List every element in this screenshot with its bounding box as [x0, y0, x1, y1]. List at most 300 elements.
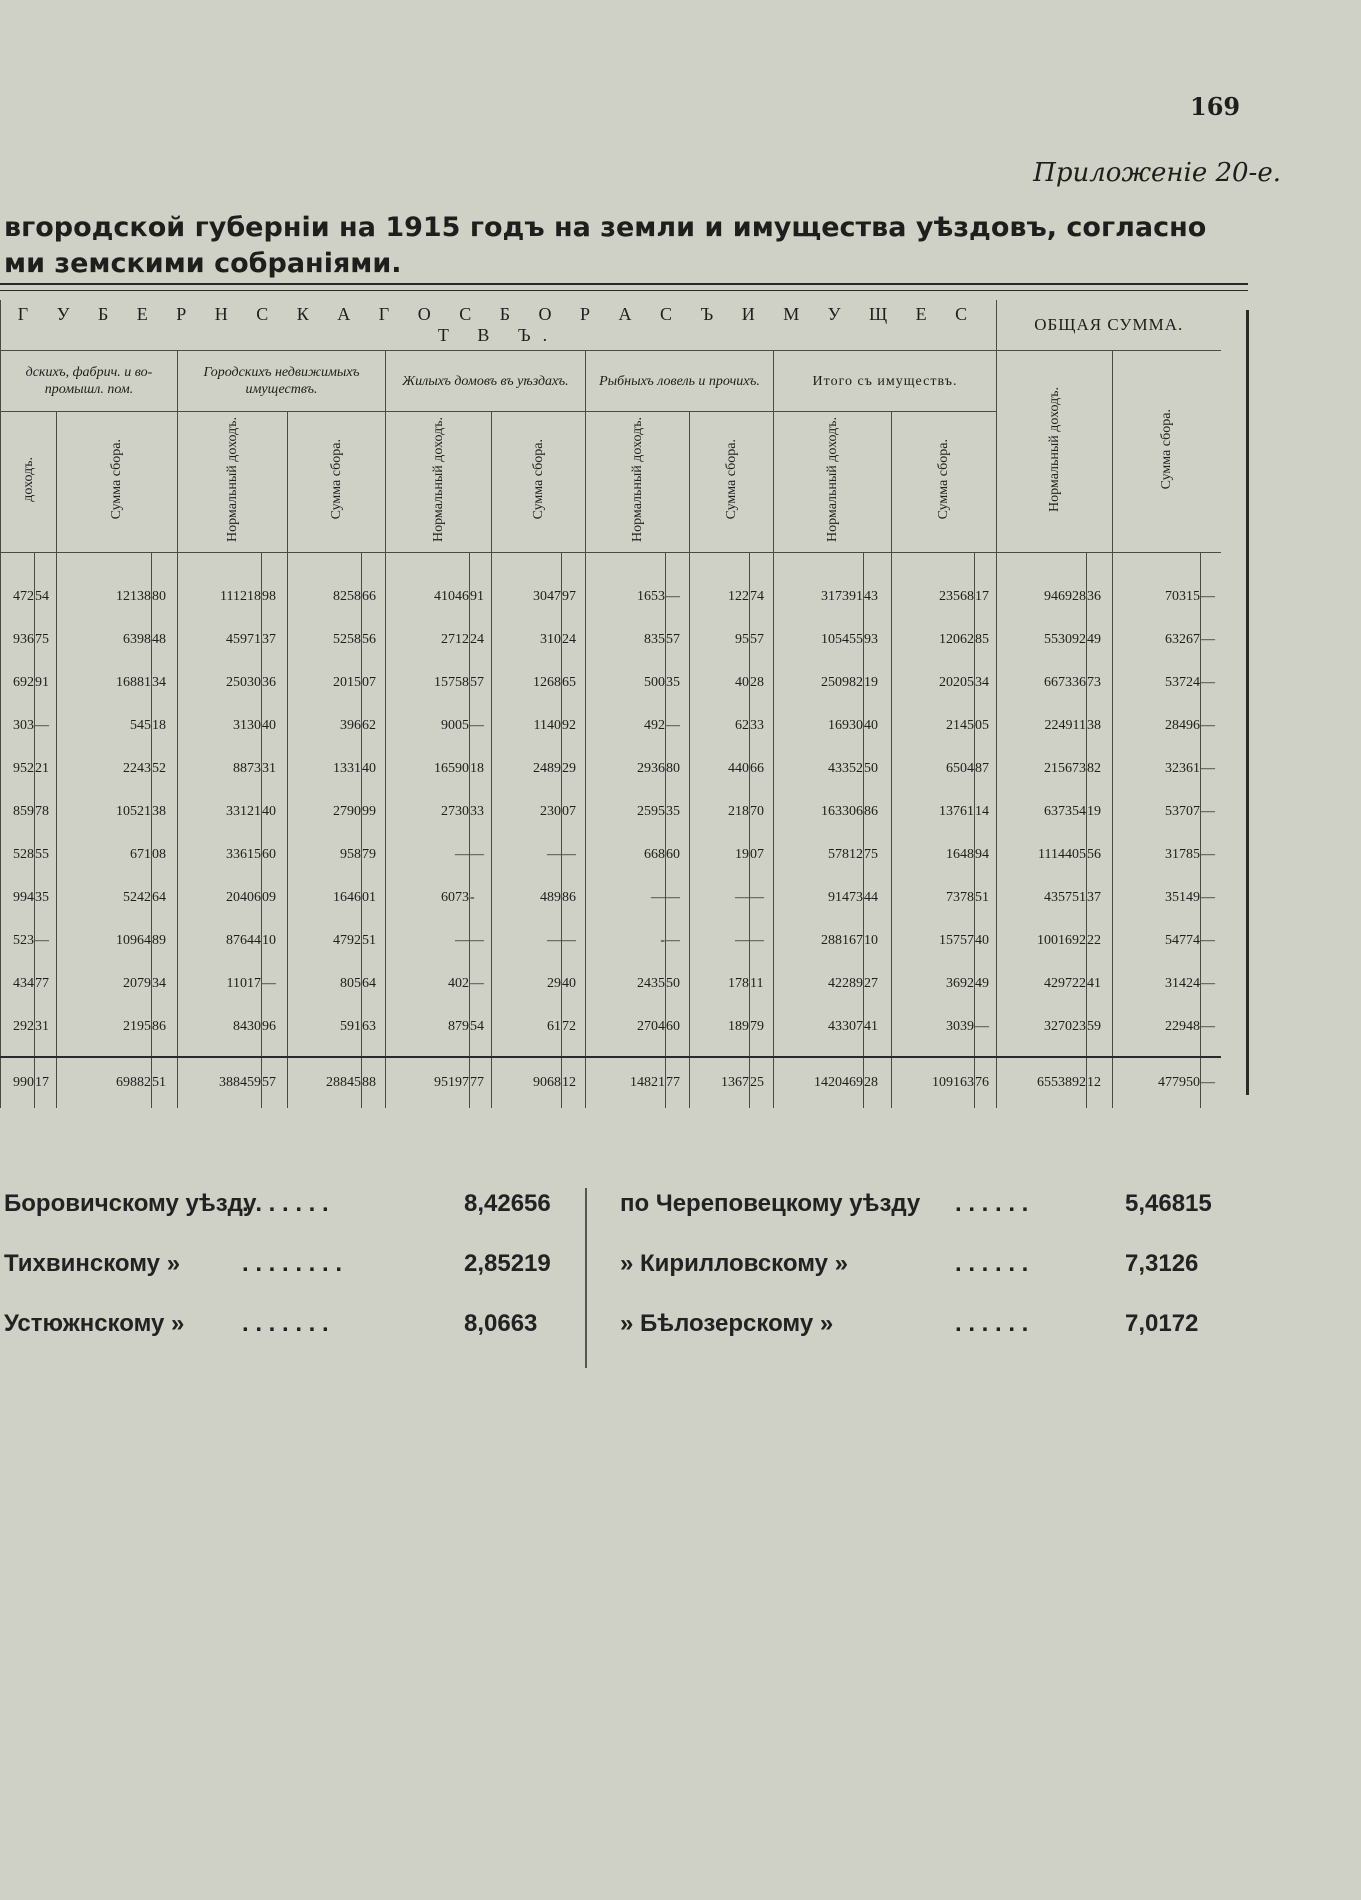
table-cell-kopeks: 51 [975, 876, 997, 919]
table-cell-kopeks: 25 [750, 1057, 774, 1108]
coef-ustyuzhna: Устюжнскому » . . . . . . . 8,0663 [4, 1310, 538, 1337]
table-cell-kopeks: 31 [262, 747, 288, 790]
table-cell: 218 [690, 790, 750, 833]
table-cell: 5242 [57, 876, 152, 919]
table-cell-kopeks: 36 [1087, 553, 1113, 619]
table-cell-kopeks: 54 [35, 553, 57, 619]
table-cell-kopeks: 19 [1087, 790, 1113, 833]
table-cell-kopeks: 35 [666, 790, 690, 833]
table-cell: 1646 [288, 876, 362, 919]
table-cell: 95 [690, 618, 750, 661]
table-cell: 946928 [997, 553, 1087, 619]
table-cell-kopeks: 28 [750, 661, 774, 704]
coef-cherepovets: по Череповецкому уѣзду . . . . . . 5,46815 [620, 1190, 1212, 1217]
table-cell: 396 [288, 704, 362, 747]
table-cell-kopeks: 40 [262, 704, 288, 747]
table-cell-kopeks: 75 [35, 618, 57, 661]
table-cell: 477950 [1113, 1057, 1201, 1108]
table-cell: 667336 [997, 661, 1087, 704]
table-cell: 16590 [386, 747, 470, 790]
table-cell-kopeks: 33 [470, 790, 492, 833]
table-cell-kopeks: 57 [262, 1057, 288, 1108]
table-cell-kopeks: 07 [362, 661, 386, 704]
subheader-fisheries: Рыбныхъ ловель и прочихъ. [586, 351, 774, 412]
table-cell: 42289 [774, 962, 864, 1005]
table-cell: 492 [586, 704, 666, 747]
table-cell: 25030 [178, 661, 262, 704]
table-cell: 91473 [774, 876, 864, 919]
table-cell: 215673 [997, 747, 1087, 790]
table-cell-kopeks: — [470, 833, 492, 876]
page-number: 169 [1190, 92, 1241, 121]
table-cell: 637354 [997, 790, 1087, 833]
table-cell: 53724 [1113, 661, 1201, 704]
table-cell: 12062 [892, 618, 975, 661]
table-row [1, 661, 1221, 704]
table-cell: 122 [690, 553, 750, 619]
table-cell: 1001692 [997, 919, 1087, 962]
table-cell: 53707 [1113, 790, 1201, 833]
table-cell: 41046 [386, 553, 470, 619]
table-cell: 63267 [1113, 618, 1201, 661]
table-cell: — [690, 919, 750, 962]
table-cell: 15757 [892, 919, 975, 962]
col-income-4: Нормальный доходъ. [586, 412, 690, 553]
table-cell-kopeks: — [1201, 553, 1221, 619]
table-cell-kopeks: 94 [975, 833, 997, 876]
table-cell-kopeks: 43 [864, 553, 892, 619]
table-cell-kopeks: 18 [152, 704, 178, 747]
table-cell-kopeks: 60 [262, 833, 288, 876]
table-cell: 111218 [178, 553, 262, 619]
table-cell: 8873 [178, 747, 262, 790]
table-cell: 8258 [288, 553, 362, 619]
subheader-factory: дскихъ, фабрич. и во-промышл. пом. [1, 351, 178, 412]
table-cell-empty [152, 1048, 178, 1057]
table-row [1, 1005, 1221, 1048]
table-cell-kopeks: — [1201, 876, 1221, 919]
table-cell-kopeks: — [1201, 618, 1221, 661]
coef-belozersk: » Бѣлозерскому » . . . . . . 7,0172 [620, 1310, 1199, 1337]
table-cell: 13761 [892, 790, 975, 833]
table-cell-kopeks: — [1201, 833, 1221, 876]
table-cell-empty [178, 1048, 262, 1057]
table-cell-kopeks: 55 [35, 833, 57, 876]
table-cell-empty [386, 1048, 470, 1057]
table-cell-kopeks: 65 [562, 661, 586, 704]
table-cell-kopeks: — [1201, 790, 1221, 833]
title-line-2: ми земскими собраніями. [4, 248, 402, 279]
table-cell-kopeks: 91 [470, 553, 492, 619]
table-cell: 70315 [1113, 553, 1201, 619]
table-cell: 57812 [774, 833, 864, 876]
table-cell-kopeks: 87 [975, 747, 997, 790]
table-cell: 6553892 [997, 1057, 1087, 1108]
table-cell-kopeks: 99 [362, 790, 386, 833]
table-cell: 958 [288, 833, 362, 876]
table-cell-kopeks: 22 [1087, 919, 1113, 962]
table-cell: 87644 [178, 919, 262, 962]
table-cell-kopeks: 70 [750, 790, 774, 833]
table-cell-kopeks: 35 [35, 876, 57, 919]
table-cell-kopeks: 89 [152, 919, 178, 962]
table-cell: 3130 [178, 704, 262, 747]
table-cell: 835 [586, 618, 666, 661]
table-cell-empty [864, 1048, 892, 1057]
table-cell-kopeks: 92 [562, 704, 586, 747]
table-cell-kopeks: — [1201, 962, 1221, 1005]
table-cell-empty [586, 1048, 666, 1057]
table-cell-kopeks: 74 [750, 553, 774, 619]
table-cell-kopeks: 10 [864, 919, 892, 962]
table-cell-kopeks: 27 [864, 962, 892, 1005]
table-cell-empty [262, 1048, 288, 1057]
col-income-2: Нормальный доходъ. [178, 412, 288, 553]
table-cell: 440 [690, 747, 750, 790]
table-cell: 33121 [178, 790, 262, 833]
table-cell: 12138 [57, 553, 152, 619]
table-cell: 7378 [892, 876, 975, 919]
table-cell-kopeks: 60 [666, 1005, 690, 1048]
table-cell: 2936 [586, 747, 666, 790]
table-total-row [1, 1057, 1221, 1108]
table-cell-kopeks: — [35, 704, 57, 747]
table-cell: 2730 [386, 790, 470, 833]
table-cell: 489 [492, 876, 562, 919]
table-cell: 35149 [1113, 876, 1201, 919]
table-cell-empty [1201, 1048, 1221, 1057]
table-cell-kopeks: 18 [470, 747, 492, 790]
table-cell-kopeks: 19 [864, 661, 892, 704]
table-cell-empty [997, 1048, 1087, 1057]
table-cell-kopeks: 75 [864, 833, 892, 876]
table-cell: 31424 [1113, 962, 1201, 1005]
table-cell-kopeks: 24 [562, 618, 586, 661]
top-rule [0, 283, 1248, 285]
coef-borovichi: Боровичскому уѣзду . . . . . . . 8,42656 [4, 1190, 551, 1217]
top-rule-thin [0, 290, 1248, 291]
table-cell: 1268 [492, 661, 562, 704]
table-cell: 434 [1, 962, 35, 1005]
table-cell: 668 [586, 833, 666, 876]
column-divider [585, 1188, 587, 1368]
table-cell: 2243 [57, 747, 152, 790]
subheader-houses: Жилыхъ домовъ въ уѣздахъ. [386, 351, 586, 412]
table-cell-kopeks: 31 [35, 1005, 57, 1048]
table-cell-kopeks: 38 [152, 790, 178, 833]
table-cell: 69882 [57, 1057, 152, 1108]
table-cell: 14821 [586, 1057, 666, 1108]
table-cell-kopeks: 37 [262, 618, 288, 661]
table-cell-kopeks: 34 [152, 661, 178, 704]
table-cell: 523 [1, 919, 35, 962]
table-cell-kopeks: 77 [666, 1057, 690, 1108]
table-cell-kopeks: 41 [864, 1005, 892, 1048]
table-cell-kopeks: 36 [262, 661, 288, 704]
table-cell: 54774 [1113, 919, 1201, 962]
table-cell-empty [1113, 1048, 1201, 1057]
table-cell: 3692 [892, 962, 975, 1005]
table-cell: - [586, 919, 666, 962]
table-cell: 9005 [386, 704, 470, 747]
table-cell: 402 [386, 962, 470, 1005]
table-cell: 40 [690, 661, 750, 704]
table-right-border [1246, 310, 1249, 1095]
group-header: Г У Б Е Р Н С К А Г О С Б О Р А С Ъ И М У Щ Е С Т В Ъ. [1, 300, 997, 351]
table-cell: 879 [386, 1005, 470, 1048]
col-sum-5: Сумма сбора. [892, 412, 997, 553]
table-cell-kopeks: 40 [864, 704, 892, 747]
table-cell: 224911 [997, 704, 1087, 747]
table-cell: 671 [57, 833, 152, 876]
table-cell-kopeks: 09 [262, 876, 288, 919]
table-cell: 2195 [57, 1005, 152, 1048]
table-row [1, 747, 1221, 790]
table-cell-empty [892, 1048, 975, 1057]
col-total-sum: Сумма сбора. [1113, 351, 1221, 553]
table-cell: 500 [586, 661, 666, 704]
col-income-5: Нормальный доходъ. [774, 412, 892, 553]
table-cell-kopeks: — [470, 704, 492, 747]
table-cell: 29 [492, 962, 562, 1005]
table-cell-kopeks: 98 [262, 553, 288, 619]
table-cell: 990 [1, 1057, 35, 1108]
tax-table [0, 300, 1221, 1108]
table-cell-kopeks: 40 [562, 962, 586, 1005]
table-cell: 292 [1, 1005, 35, 1048]
table-cell-kopeks: 86 [152, 1005, 178, 1048]
table-cell-kopeks: 66 [362, 553, 386, 619]
table-cell-empty [774, 1048, 864, 1057]
table-cell-kopeks: 12 [562, 1057, 586, 1108]
table-cell-kopeks: 57 [470, 661, 492, 704]
table-cell-kopeks: — [975, 1005, 997, 1048]
table-cell-kopeks: 11 [750, 962, 774, 1005]
table-cell-empty [35, 1048, 57, 1057]
table-cell-kopeks: 57 [666, 618, 690, 661]
table-body [1, 553, 1221, 1109]
table-cell-kopeks: — [1201, 747, 1221, 790]
table-row [1, 790, 1221, 833]
table-cell: 1420469 [774, 1057, 864, 1108]
table-cell: 435751 [997, 876, 1087, 919]
table-cell: 2435 [586, 962, 666, 1005]
table-cell: — [492, 919, 562, 962]
table-cell-kopeks: 91 [35, 661, 57, 704]
table-cell-kopeks: 40 [362, 747, 386, 790]
table-cell-kopeks: 80 [152, 553, 178, 619]
table-cell: — [386, 833, 470, 876]
table-cell-kopeks: 85 [975, 618, 997, 661]
table-cell: 16881 [57, 661, 152, 704]
table-cell-kopeks: 49 [1087, 618, 1113, 661]
table-cell: 16930 [774, 704, 864, 747]
table-cell-kopeks: 64 [362, 962, 386, 1005]
table-cell: 2790 [288, 790, 362, 833]
table-cell-kopeks: 07 [750, 833, 774, 876]
table-cell-empty [1087, 1048, 1113, 1057]
table-cell: 591 [288, 1005, 362, 1048]
table-cell: 62 [690, 704, 750, 747]
table-cell: 10521 [57, 790, 152, 833]
table-cell-kopeks: 60 [666, 833, 690, 876]
table-row [1, 876, 1221, 919]
table-cell: — [386, 919, 470, 962]
table-cell-kopeks: 24 [470, 618, 492, 661]
table-cell: 952 [1, 747, 35, 790]
table-cell-kopeks: 50 [666, 962, 690, 1005]
table-cell: 310 [492, 618, 562, 661]
table-row [1, 618, 1221, 661]
coef-tikhvin: Тихвинскому » . . . . . . . . 2,85219 [4, 1250, 551, 1277]
table-cell-kopeks: 35 [666, 661, 690, 704]
table-cell: 105455 [774, 618, 864, 661]
table-cell: 2595 [586, 790, 666, 833]
table-cell-kopeks: — [562, 919, 586, 962]
table-cell-kopeks: — [470, 962, 492, 1005]
table-cell-kopeks: — [666, 704, 690, 747]
table-cell: 1653 [586, 553, 666, 619]
table-cell: 6398 [57, 618, 152, 661]
table-cell-kopeks: 14 [975, 790, 997, 833]
table-cell: 528 [1, 833, 35, 876]
table-cell: 163306 [774, 790, 864, 833]
table-cell-kopeks: 56 [1087, 833, 1113, 876]
table-cell-kopeks: — [1201, 1005, 1221, 1048]
table-cell-kopeks: 79 [750, 1005, 774, 1048]
table-cell: 250982 [774, 661, 864, 704]
table-cell-kopeks: — [750, 876, 774, 919]
table-cell: 545 [57, 704, 152, 747]
table-cell: 28496 [1113, 704, 1201, 747]
table-cell-kopeks: 80 [666, 747, 690, 790]
table-cell-kopeks: 48 [152, 618, 178, 661]
table-cell-kopeks: 76 [975, 1057, 997, 1108]
table-cell-kopeks: 28 [864, 1057, 892, 1108]
table-cell: 1114405 [997, 833, 1087, 876]
table-cell-kopeks: 52 [152, 747, 178, 790]
table-cell-empty [470, 1048, 492, 1057]
table-cell-kopeks: 51 [362, 919, 386, 962]
table-cell: 15758 [386, 661, 470, 704]
table-cell: 31785 [1113, 833, 1201, 876]
table-cell-kopeks: — [1201, 704, 1221, 747]
col-sum-2: Сумма сбора. [288, 412, 386, 553]
col-sum-1: Сумма сбора. [57, 412, 178, 553]
table-cell: — [492, 833, 562, 876]
col-sum-4: Сумма сбора. [690, 412, 774, 553]
table-cell-kopeks: 86 [864, 790, 892, 833]
table-cell-kopeks: 73 [1087, 661, 1113, 704]
table-cell: 4792 [288, 919, 362, 962]
table-cell-kopeks: — [1201, 919, 1221, 962]
table-cell-kopeks: — [1201, 1057, 1221, 1108]
table-cell-kopeks: 63 [362, 1005, 386, 1048]
table-cell: 43352 [774, 747, 864, 790]
table-cell-kopeks: 33 [750, 704, 774, 747]
table-cell-kopeks: 08 [152, 833, 178, 876]
table-cell: 109163 [892, 1057, 975, 1108]
table-cell: 3047 [492, 553, 562, 619]
table-cell: — [586, 876, 666, 919]
table-cell: 2015 [288, 661, 362, 704]
table-cell-empty [690, 1048, 750, 1057]
table-row [1, 704, 1221, 747]
table-cell-kopeks: — [666, 553, 690, 619]
table-cell-kopeks: — [1201, 661, 1221, 704]
table-row [1, 833, 1221, 876]
table-cell-kopeks: 10 [262, 919, 288, 962]
table-cell-kopeks: 12 [1087, 1057, 1113, 1108]
table-cell-kopeks: 37 [1087, 876, 1113, 919]
table-cell-empty [750, 1048, 774, 1057]
table-cell-kopeks: — [750, 919, 774, 962]
table-cell: 2712 [386, 618, 470, 661]
table-cell: 317391 [774, 553, 864, 619]
table-cell-kopeks: 34 [152, 962, 178, 1005]
table-cell: 32361 [1113, 747, 1201, 790]
table-cell: 61 [492, 1005, 562, 1048]
table-cell: 327023 [997, 1005, 1087, 1048]
table-cell: 189 [690, 1005, 750, 1048]
table-cell: 45971 [178, 618, 262, 661]
table-cell-kopeks: 57 [750, 618, 774, 661]
table-cell-kopeks: 59 [1087, 1005, 1113, 1048]
table-cell-empty [362, 1048, 386, 1057]
table-cell-empty [1, 1048, 35, 1057]
table-cell-kopeks: 62 [362, 704, 386, 747]
table-cell-kopeks: 82 [1087, 747, 1113, 790]
table-cell: 553092 [997, 618, 1087, 661]
table-cell-kopeks: 72 [562, 1005, 586, 1048]
table-cell: 1367 [690, 1057, 750, 1108]
table-cell: 19 [690, 833, 750, 876]
table-gap-row [1, 1048, 1221, 1057]
table-cell: 388459 [178, 1057, 262, 1108]
table-cell: 20406 [178, 876, 262, 919]
table-cell-empty [492, 1048, 562, 1057]
table-cell-kopeks: 17 [35, 1057, 57, 1108]
table-cell-kopeks: — [666, 876, 690, 919]
table-cell: — [690, 876, 750, 919]
table-cell: 33615 [178, 833, 262, 876]
table-cell: 9068 [492, 1057, 562, 1108]
table-cell: 1648 [892, 833, 975, 876]
table-cell: 288167 [774, 919, 864, 962]
table-cell-kopeks: - [470, 876, 492, 919]
table-cell: 692 [1, 661, 35, 704]
table-cell-kopeks: 05 [975, 704, 997, 747]
table-cell: 472 [1, 553, 35, 619]
table-cell: 994 [1, 876, 35, 919]
table-cell-kopeks: 40 [975, 919, 997, 962]
table-cell-kopeks: 40 [262, 790, 288, 833]
table-cell: 1140 [492, 704, 562, 747]
table-cell: 8430 [178, 1005, 262, 1048]
table-cell-kopeks: 97 [562, 553, 586, 619]
table-cell: 23568 [892, 553, 975, 619]
col-income-3: Нормальный доходъ. [386, 412, 492, 553]
table-cell: 11017 [178, 962, 262, 1005]
table-cell: 3039 [892, 1005, 975, 1048]
table-cell-kopeks: 88 [362, 1057, 386, 1108]
table-cell: 5258 [288, 618, 362, 661]
subheader-itogo: Итого съ имуществъ. [774, 351, 997, 412]
table-cell-kopeks: — [35, 919, 57, 962]
table-cell: 10964 [57, 919, 152, 962]
table-cell: 2489 [492, 747, 562, 790]
table-cell-kopeks: 64 [152, 876, 178, 919]
